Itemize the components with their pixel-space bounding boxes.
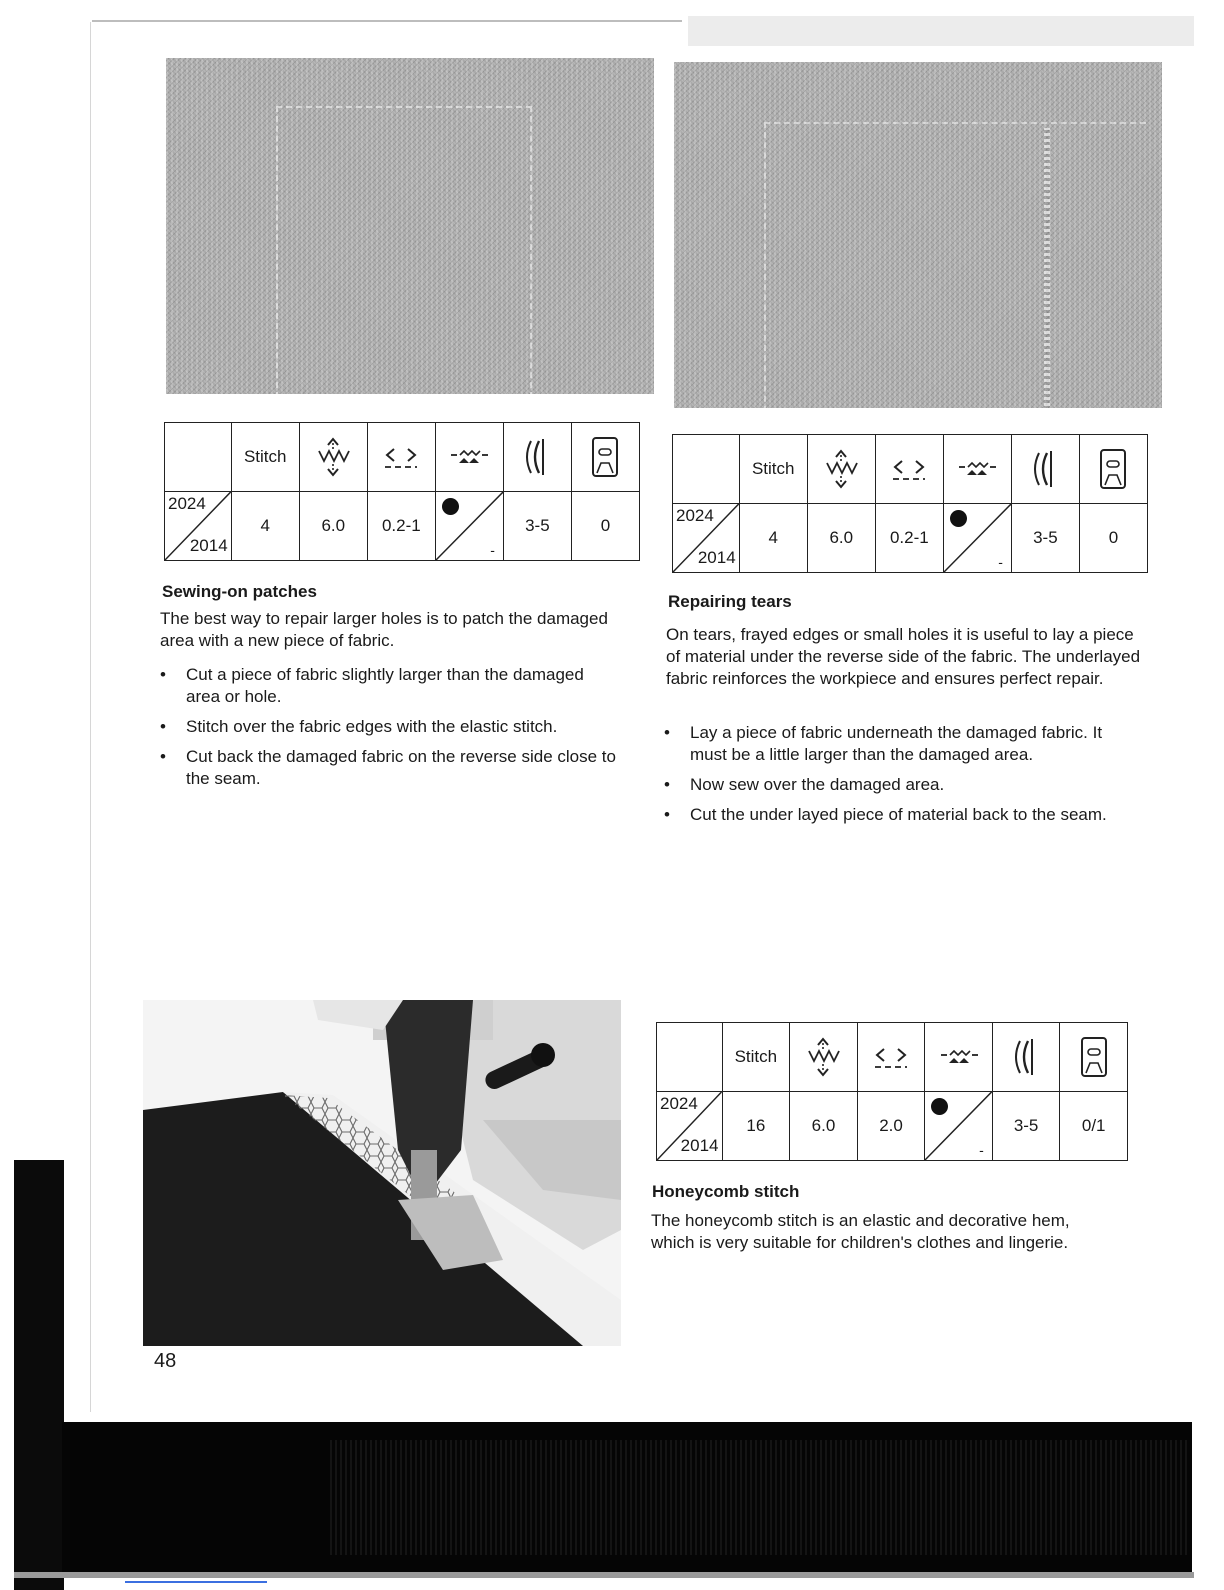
thread-tension-icon — [517, 435, 557, 479]
presser-foot-icon — [1074, 1035, 1114, 1079]
presser-foot-value: 0/1 — [1060, 1092, 1128, 1161]
tear-edge-stitching — [1044, 128, 1050, 408]
stitch-length-icon — [889, 447, 929, 491]
section-title-patches: Sewing-on patches — [162, 582, 317, 601]
section-intro-honeycomb: The honeycomb stitch is an elastic and decorative hem, which is very suitable for children's clothes and lingerie. — [651, 1211, 1070, 1252]
year-cell — [673, 504, 740, 573]
list-item: • Cut a piece of fabric slightly larger than the damaged area or hole. — [160, 664, 620, 708]
bullet-list-patches — [160, 664, 620, 798]
section-title-honeycomb: Honeycomb stitch — [652, 1182, 800, 1201]
list-item: • Cut the under layed piece of material back to the seam. — [664, 804, 1138, 826]
list-item: • Now sew over the damaged area. — [664, 774, 1138, 796]
presser-foot-icon — [585, 435, 625, 479]
feed-dog-icon — [957, 447, 997, 491]
stitch-length-icon — [871, 1035, 911, 1079]
corner-cell — [657, 1023, 723, 1092]
presser-foot-icon — [1093, 447, 1133, 491]
feed-dog-setting — [435, 492, 503, 561]
stitch-header: Stitch — [231, 423, 299, 492]
feed-dog-icon — [449, 435, 489, 479]
tear-seam — [764, 122, 1146, 408]
stitch-length-icon — [381, 435, 421, 479]
stitch-width-icon — [803, 1035, 843, 1079]
settings-table-tears — [672, 434, 1148, 573]
stitch-header: Stitch — [739, 435, 807, 504]
settings-table-patches — [164, 422, 640, 561]
honeycomb-machine-photo — [143, 1000, 621, 1346]
page-top-rule — [92, 20, 682, 22]
stitch-width-value: 6.0 — [807, 504, 875, 573]
feed-dog-up-dot — [442, 498, 459, 515]
stitch-number: 16 — [722, 1092, 790, 1161]
scan-edge-shadow — [14, 1160, 64, 1590]
stitch-number: 4 — [231, 492, 299, 561]
stitch-width-icon — [313, 435, 353, 479]
feed-dog-setting — [925, 1092, 993, 1161]
stitch-width-icon — [821, 447, 861, 491]
feed-dog-setting — [943, 504, 1011, 573]
section-intro-patches: The best way to repair larger holes is to patch the damaged area with a new piece of fabric. — [160, 609, 608, 650]
stitch-length-value: 2.0 — [857, 1092, 925, 1161]
corner-cell — [165, 423, 232, 492]
feed-dog-down-dash: - — [490, 542, 495, 558]
scan-bottom-strip — [14, 1572, 1194, 1578]
year-2014: 2014 — [189, 536, 228, 555]
thread-tension-value: 3-5 — [992, 1092, 1060, 1161]
stitch-header: Stitch — [722, 1023, 790, 1092]
thread-tension-icon — [1025, 447, 1065, 491]
presser-foot-value: 0 — [571, 492, 639, 561]
section-title-tears: Repairing tears — [668, 592, 792, 611]
list-item: • Stitch over the fabric edges with the elastic stitch. — [160, 716, 620, 738]
year-2024: 2024 — [168, 494, 206, 513]
page-number: 48 — [154, 1350, 177, 1372]
feed-dog-down-dash: - — [998, 554, 1003, 570]
year-2024: 2024 — [676, 506, 714, 525]
tear-photo — [674, 62, 1162, 408]
page-left-rule — [90, 22, 91, 1412]
patch-seam — [276, 106, 532, 394]
patch-photo — [166, 58, 654, 394]
section-intro-tears: On tears, frayed edges or small holes it is useful to lay a piece of material under the reverse side of the fabric. The underlayed fabric reinforces the workpiece and ensures perfect repair. — [666, 625, 1141, 688]
feed-dog-up-dot — [950, 510, 967, 527]
bullet-list-tears — [664, 722, 1138, 834]
bottom-underline — [125, 1581, 267, 1583]
thread-tension-icon — [1006, 1035, 1046, 1079]
corner-cell — [673, 435, 740, 504]
thread-tension-value: 3-5 — [503, 492, 571, 561]
year-2014: 2014 — [697, 548, 736, 567]
sewing-machine-illustration — [143, 1000, 621, 1346]
page-top-scan-band — [688, 16, 1194, 46]
list-item: • Lay a piece of fabric underneath the damaged fabric. It must be a little larger than the damaged area. — [664, 722, 1138, 766]
presser-foot-value: 0 — [1079, 504, 1147, 573]
stitch-length-value: 0.2-1 — [875, 504, 943, 573]
thread-tension-value: 3-5 — [1011, 504, 1079, 573]
stitch-number: 4 — [739, 504, 807, 573]
settings-table-honeycomb — [656, 1022, 1128, 1161]
year-cell — [657, 1092, 723, 1161]
feed-dog-icon — [939, 1035, 979, 1079]
scan-bottom-grain — [330, 1440, 1190, 1555]
year-2014: 2014 — [680, 1136, 719, 1155]
stitch-length-value: 0.2-1 — [367, 492, 435, 561]
list-item: • Cut back the damaged fabric on the reverse side close to the seam. — [160, 746, 620, 790]
stitch-width-value: 6.0 — [299, 492, 367, 561]
year-2024: 2024 — [660, 1094, 698, 1113]
feed-dog-down-dash: - — [979, 1142, 984, 1158]
year-cell — [165, 492, 232, 561]
stitch-width-value: 6.0 — [790, 1092, 858, 1161]
